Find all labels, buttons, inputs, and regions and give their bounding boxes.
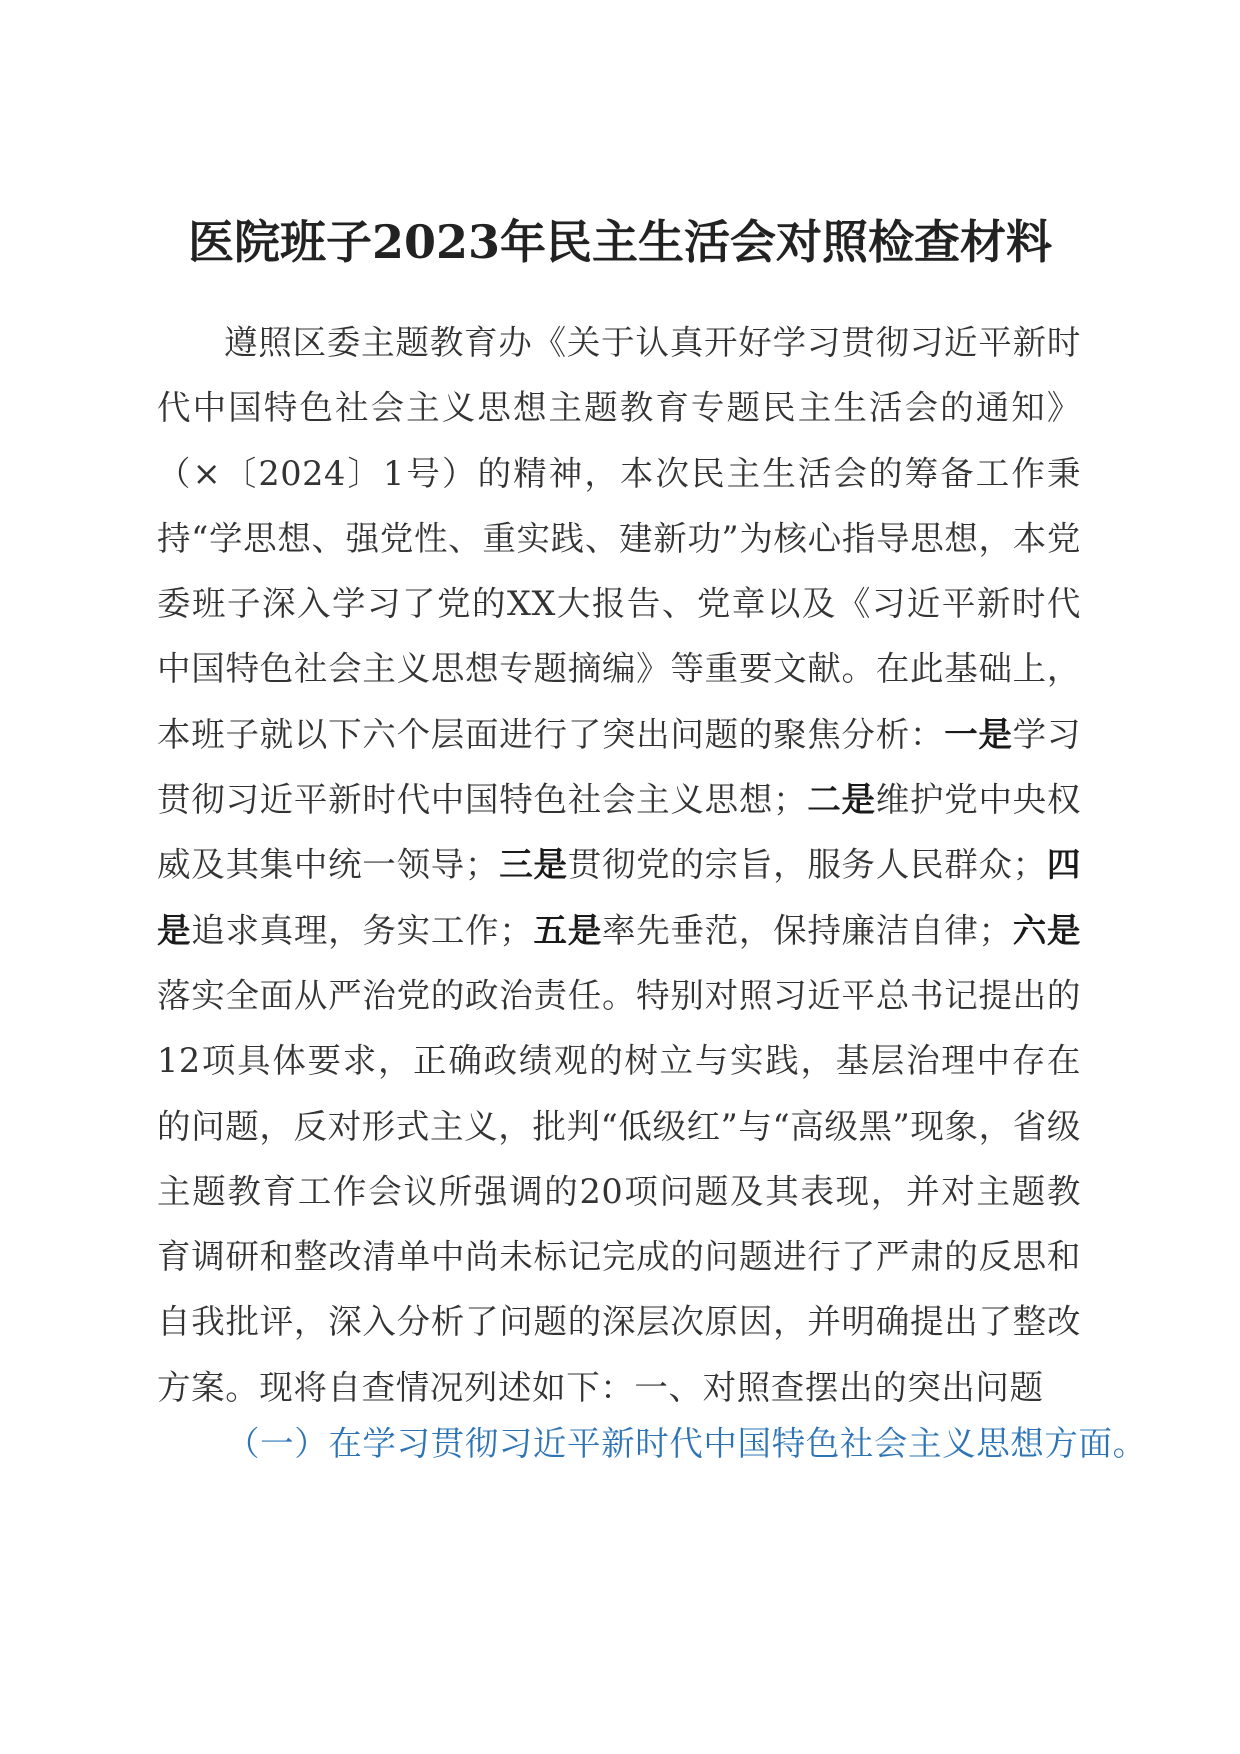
point-text-4: 追求真理，务实工作；: [191, 910, 534, 950]
intro-part2: 特别对照习近平总书记提出的12项具体要求，正确政绩观的树立与实践，基层治理中存在的问题，反对形式主义，批判“低级红”与“高级黑”现象，省级主题教育工作会议所强调的20项问题及其表现，并对主题教育调研和整改清单中尚未标记完成的问题进行了严肃的反思和自我批评，深入分析了问题的深层次原因，并明确提出了整改方案。现将自查情况列述如下：一、对照查摆出的突出问题: [157, 975, 1081, 1407]
document-title: 医院班子2023年民主生活会对照检查材料: [187, 215, 1053, 269]
point-text-2: 维护党中央权威及其集中统一领导；: [157, 780, 1081, 885]
point-text-5: 率先垂范，保持廉洁自律；: [601, 910, 1013, 950]
point-label-3: 三是: [499, 845, 568, 885]
point-label-2: 二是: [807, 780, 876, 820]
point-label-4: 四是: [157, 845, 1082, 950]
point-text-3: 贯彻党的宗旨，服务人民群众；: [567, 845, 1047, 885]
point-text-6: 落实全面从严治党的政治责任。: [157, 975, 637, 1015]
point-text-1: 学习贯彻习近平新时代中国特色社会主义思想；: [157, 714, 1081, 820]
point-label-1: 一是: [944, 714, 1013, 754]
section-subheading: （一）在学习贯彻习近平新时代中国特色社会主义思想方面。: [226, 1424, 1147, 1463]
intro-part1: 遵照区委主题教育办《关于认真开好学习贯彻习近平新时代中国特色社会主义思想主题教育专题民主生活会的通知》（×〔2024〕1号）的精神，本次民主生活会的筹备工作秉持“学思想、强党性、重实践、建新功”为核心指导思想，本党委班子深入学习了党的XX大报告、党章以及《习近平新时代中国特色社会主义思想专题摘编》等重要文献。在此基础上，本班子就以下六个层面进行了突出问题的聚焦分析：: [157, 323, 1081, 754]
intro-paragraph: [157, 310, 1081, 1420]
point-label-6: 六是: [1012, 910, 1082, 950]
point-label-5: 五是: [533, 910, 602, 950]
